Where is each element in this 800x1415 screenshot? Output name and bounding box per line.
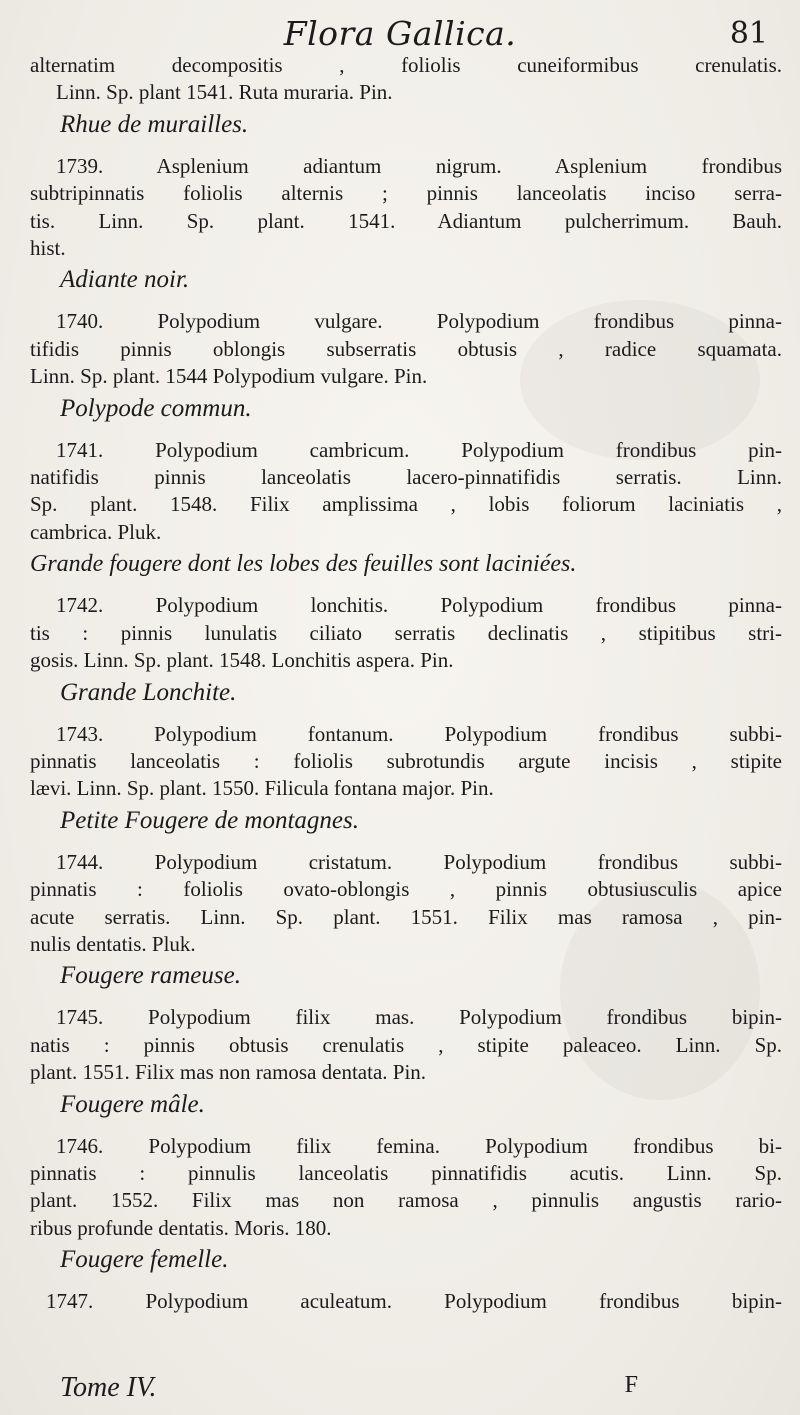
text-line: Linn. Sp. plant. 1544 Polypodium vulgare. Pin. bbox=[30, 364, 428, 389]
text-line: hist. bbox=[30, 236, 66, 261]
french-name: Petite Fougere de montagnes. bbox=[60, 806, 359, 834]
entry-heading-line: 1743. Polypodium fontanum. Polypodium frondibus subbi- bbox=[56, 721, 782, 746]
text-line: subtripinnatis foliolis alternis ; pinnis lanceolatis inciso serra- bbox=[30, 181, 782, 206]
entry-heading-line: 1740. Polypodium vulgare. Polypodium frondibus pinna- bbox=[56, 309, 782, 334]
text-line: alternatim decompositis , foliolis cuneiformibus crenulatis. bbox=[30, 53, 782, 77]
french-name: Grande Lonchite. bbox=[60, 678, 237, 706]
text-line: Sp. plant. 1548. Filix amplissima , lobis foliorum laciniatis , bbox=[30, 492, 782, 517]
french-name: Polypode commun. bbox=[60, 394, 252, 422]
french-name: Rhue de murailles. bbox=[60, 110, 249, 138]
text-line: Linn. Sp. plant 1541. Ruta muraria. Pin. bbox=[56, 80, 393, 105]
french-name: Fougere femelle. bbox=[60, 1246, 229, 1274]
french-name: Adiante noir. bbox=[60, 266, 190, 294]
entry-heading-line: 1744. Polypodium cristatum. Polypodium frondibus subbi- bbox=[56, 849, 782, 874]
text-line: natifidis pinnis lanceolatis lacero-pinnatifidis serratis. Linn. bbox=[30, 465, 782, 490]
entry-heading-line: 1741. Polypodium cambricum. Polypodium frondibus pin- bbox=[56, 437, 782, 462]
text-line: lævi. Linn. Sp. plant. 1550. Filicula fontana major. Pin. bbox=[30, 776, 494, 801]
text-line: tis : pinnis lunulatis ciliato serratis declinatis , stipitibus stri- bbox=[30, 620, 782, 645]
entry-heading-line: 1746. Polypodium filix femina. Polypodium frondibus bi- bbox=[56, 1133, 782, 1158]
entry-heading-line: 1739. Asplenium adiantum nigrum. Asplenium frondibus bbox=[56, 153, 782, 178]
text-line: acute serratis. Linn. Sp. plant. 1551. Filix mas ramosa , pin- bbox=[30, 904, 782, 929]
text-line: pinnatis : pinnulis lanceolatis pinnatifidis acutis. Linn. Sp. bbox=[30, 1160, 782, 1185]
text-line: tifidis pinnis oblongis subserratis obtusis , radice squamata. bbox=[30, 336, 782, 361]
text-line: plant. 1552. Filix mas non ramosa , pinnulis angustis rario- bbox=[30, 1188, 782, 1213]
text-line: nulis dentatis. Pluk. bbox=[30, 931, 196, 956]
french-name: Grande fougere dont les lobes des feuilles sont laciniées. bbox=[30, 551, 577, 578]
text-line: gosis. Linn. Sp. plant. 1548. Lonchitis aspera. Pin. bbox=[30, 648, 454, 673]
text-line: plant. 1551. Filix mas non ramosa dentata. Pin. bbox=[30, 1060, 427, 1085]
volume-label: Tome IV. bbox=[60, 1372, 157, 1403]
page-number: 81 bbox=[729, 16, 768, 51]
page-footer bbox=[60, 1372, 760, 1408]
entry-heading-line: 1742. Polypodium lonchitis. Polypodium frondibus pinna- bbox=[56, 593, 782, 618]
text-line: tis. Linn. Sp. plant. 1541. Adiantum pulcherrimum. Bauh. bbox=[30, 208, 782, 233]
text-line: pinnatis : foliolis ovato-oblongis , pinnis obtusiusculis apice bbox=[30, 877, 782, 902]
french-name: Fougere rameuse. bbox=[60, 962, 241, 990]
french-name: Fougere mâle. bbox=[60, 1090, 205, 1118]
signature-mark: F bbox=[624, 1372, 638, 1398]
entry-heading-line: 1745. Polypodium filix mas. Polypodium frondibus bipin- bbox=[56, 1005, 782, 1030]
text-line: ribus profunde dentatis. Moris. 180. bbox=[30, 1215, 332, 1240]
text-line: pinnatis lanceolatis : foliolis subrotundis argute incisis , stipite bbox=[30, 748, 782, 773]
text-line: natis : pinnis obtusis crenulatis , stipite paleaceo. Linn. Sp. bbox=[30, 1032, 782, 1057]
running-title: Flora Gallica. bbox=[283, 14, 517, 53]
main-text bbox=[30, 52, 782, 1316]
entry-heading-line: 1747. Polypodium aculeatum. Polypodium frondibus bipin- bbox=[46, 1289, 782, 1314]
text-line: cambrica. Pluk. bbox=[30, 519, 162, 544]
